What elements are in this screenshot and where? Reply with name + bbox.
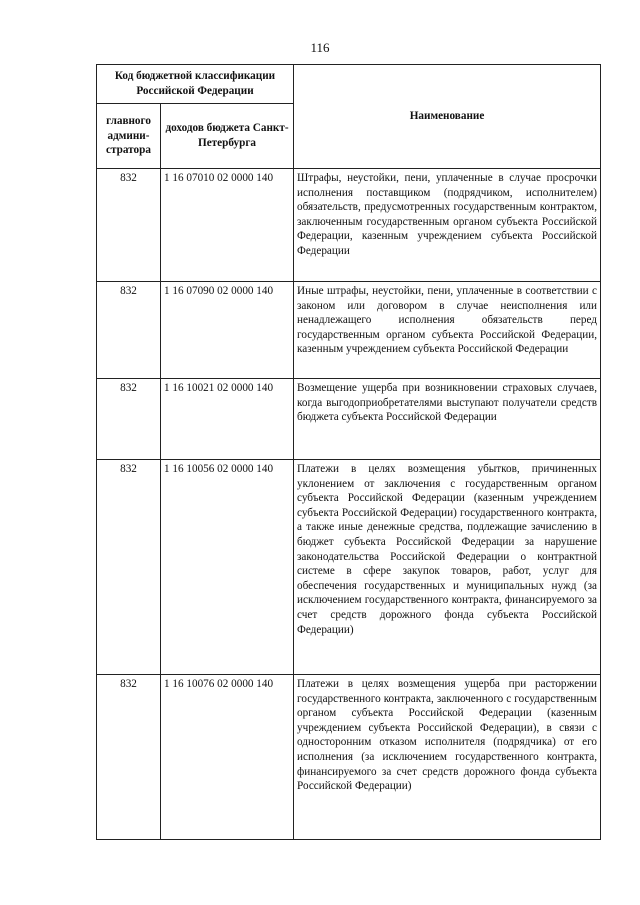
page-number: 116 — [310, 40, 330, 55]
admin-code-cell: 832 — [97, 460, 161, 675]
classification-header: Код бюджетной классификации Российской Федерации — [97, 65, 294, 104]
admin-code-cell: 832 — [97, 379, 161, 460]
admin-code-cell: 832 — [97, 282, 161, 379]
table-row — [97, 282, 601, 379]
budget-classification-table — [96, 64, 601, 840]
admin-code-cell: 832 — [97, 675, 161, 840]
table-row — [97, 675, 601, 840]
name-cell: Платежи в целях возмещения убытков, причиненных уклонением от заключения с государственным органом субъекта Российской Федерации (казенным учреждением субъекта Российской Федерации) государственного контракта, а также иные денежные средства, подлежащие зачислению в бюджет субъекта Российской Федерации за нарушение законодательства Российской Федерации о контрактной системе в сфере закупок товаров, работ, услуг для обеспечения государственных и муниципальных нужд (за исключением государственного контракта, финансируемого за счет средств дорожного фонда субъекта Российской Федерации) — [294, 460, 601, 675]
name-cell: Иные штрафы, неустойки, пени, уплаченные в соответствии с законом или договором в случае неисполнения или ненадлежащего исполнения обязательств перед государственным органом субъекта Российской Федерации, казенным учреждением субъекта Российской Федерации — [294, 282, 601, 379]
admin-code-cell: 832 — [97, 169, 161, 282]
table-row — [97, 379, 601, 460]
income-code-cell: 1 16 10076 02 0000 140 — [161, 675, 294, 840]
table-row — [97, 169, 601, 282]
income-code-cell: 1 16 07010 02 0000 140 — [161, 169, 294, 282]
name-cell: Возмещение ущерба при возникновении страховых случаев, когда выгодоприобретателями выступают получатели средств бюджета субъекта Российской Федерации — [294, 379, 601, 460]
name-cell: Штрафы, неустойки, пени, уплаченные в случае просрочки исполнения поставщиком (подрядчиком, исполнителем) обязательств, предусмотренных государственным контрактом, заключенным государственным органом субъекта Российской Федерации, казенным учреждением субъекта Российской Федерации — [294, 169, 601, 282]
name-column-header: Наименование — [294, 65, 601, 169]
income-code-cell: 1 16 07090 02 0000 140 — [161, 282, 294, 379]
income-code-cell: 1 16 10056 02 0000 140 — [161, 460, 294, 675]
income-column-header: доходов бюджета Санкт-Петербурга — [161, 104, 294, 169]
income-code-cell: 1 16 10021 02 0000 140 — [161, 379, 294, 460]
table-row — [97, 460, 601, 675]
admin-column-header: главного админи-стратора — [97, 104, 161, 169]
name-cell: Платежи в целях возмещения ущерба при расторжении государственного контракта, заключенного с государственным органом субъекта Российской Федерации (казенным учреждением субъекта Российской Федерации), в связи с односторонним отказом исполнителя (подрядчика) от его исполнения (за исключением государственного контракта, финансируемого за счет средств дорожного фонда субъекта Российской Федерации) — [294, 675, 601, 840]
